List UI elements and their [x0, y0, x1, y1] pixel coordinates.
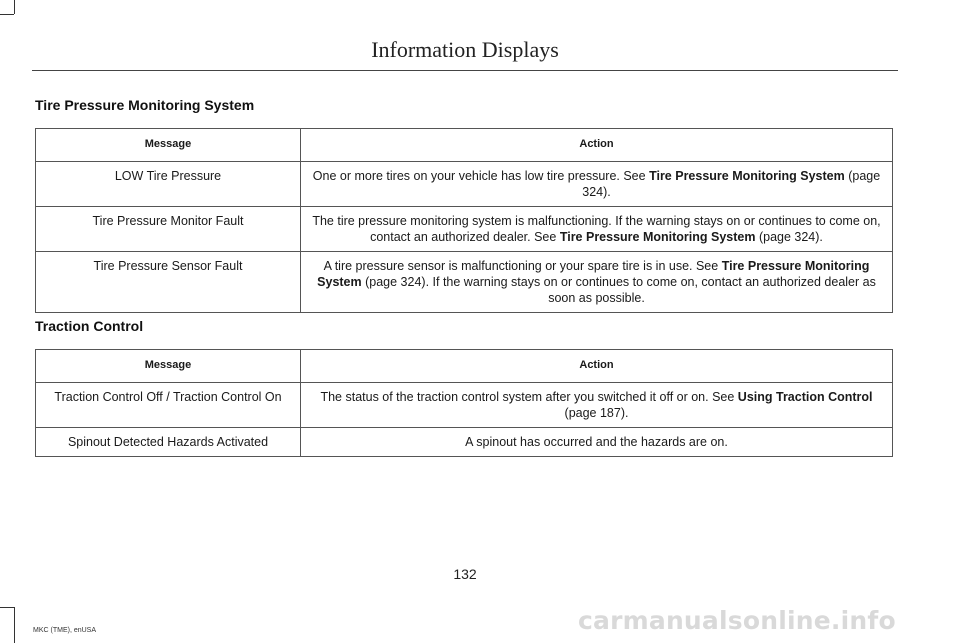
table-row [36, 383, 893, 428]
action-text: One or more tires on your vehicle has low tire pressure. See [312, 169, 650, 183]
traction-section-title: Traction Control [35, 318, 144, 334]
page-reference: (page 187). [564, 406, 629, 420]
message-cell: Tire Pressure Monitor Fault [36, 207, 301, 252]
action-column-header: Action [301, 129, 893, 162]
action-column-header: Action [301, 350, 893, 383]
message-cell: Traction Control Off / Traction Control On [36, 383, 301, 428]
action-cell [301, 207, 893, 252]
page-reference: (page 324). [582, 169, 881, 199]
cross-reference-link[interactable]: Tire Pressure Monitoring System [559, 230, 756, 244]
message-cell: Tire Pressure Sensor Fault [36, 252, 301, 313]
crop-mark-bottom-left-h [0, 607, 14, 608]
action-cell [301, 252, 893, 313]
page-number: 132 [453, 566, 477, 582]
action-text: A tire pressure sensor is malfunctioning or your spare tire is in use. See [323, 259, 722, 273]
crop-mark-bottom-left-v [14, 607, 15, 643]
traction-table [35, 349, 893, 457]
page-reference: (page 324). [755, 230, 823, 244]
action-cell: A spinout has occurred and the hazards are on. [301, 428, 893, 457]
table-header-row [36, 129, 893, 162]
table-row [36, 207, 893, 252]
tpms-section-title: Tire Pressure Monitoring System [35, 97, 255, 113]
table-header-row [36, 350, 893, 383]
header-divider [32, 70, 898, 71]
cross-reference-link[interactable]: Tire Pressure Monitoring System [649, 169, 845, 183]
action-text: The tire pressure monitoring system is malfunctioning. If the warning stays on or continues to come on, contact an authorized dealer. See [312, 214, 881, 244]
table-row [36, 162, 893, 207]
message-column-header: Message [36, 350, 301, 383]
crop-mark-top-left-v [14, 0, 15, 14]
message-cell: Spinout Detected Hazards Activated [36, 428, 301, 457]
page-reference: (page 324). If the warning stays on or continues to come on, contact an authorized dealer as soon as possible. [361, 275, 876, 305]
action-cell [301, 383, 893, 428]
crop-mark-top-left-h [0, 14, 14, 15]
action-cell [301, 162, 893, 207]
page-header-title: Information Displays [371, 37, 559, 62]
tpms-table [35, 128, 893, 313]
document-id: MKC (TME), enUSA [33, 627, 97, 634]
table-row [36, 428, 893, 457]
cross-reference-link[interactable]: Using Traction Control [737, 390, 873, 404]
action-text: The status of the traction control system after you switched it off or on. See [320, 390, 738, 404]
table-row [36, 252, 893, 313]
message-cell: LOW Tire Pressure [36, 162, 301, 207]
watermark-text: carmanualsonline.info [578, 606, 896, 635]
cross-reference-link[interactable]: Tire Pressure Monitoring System [317, 259, 870, 289]
message-column-header: Message [36, 129, 301, 162]
